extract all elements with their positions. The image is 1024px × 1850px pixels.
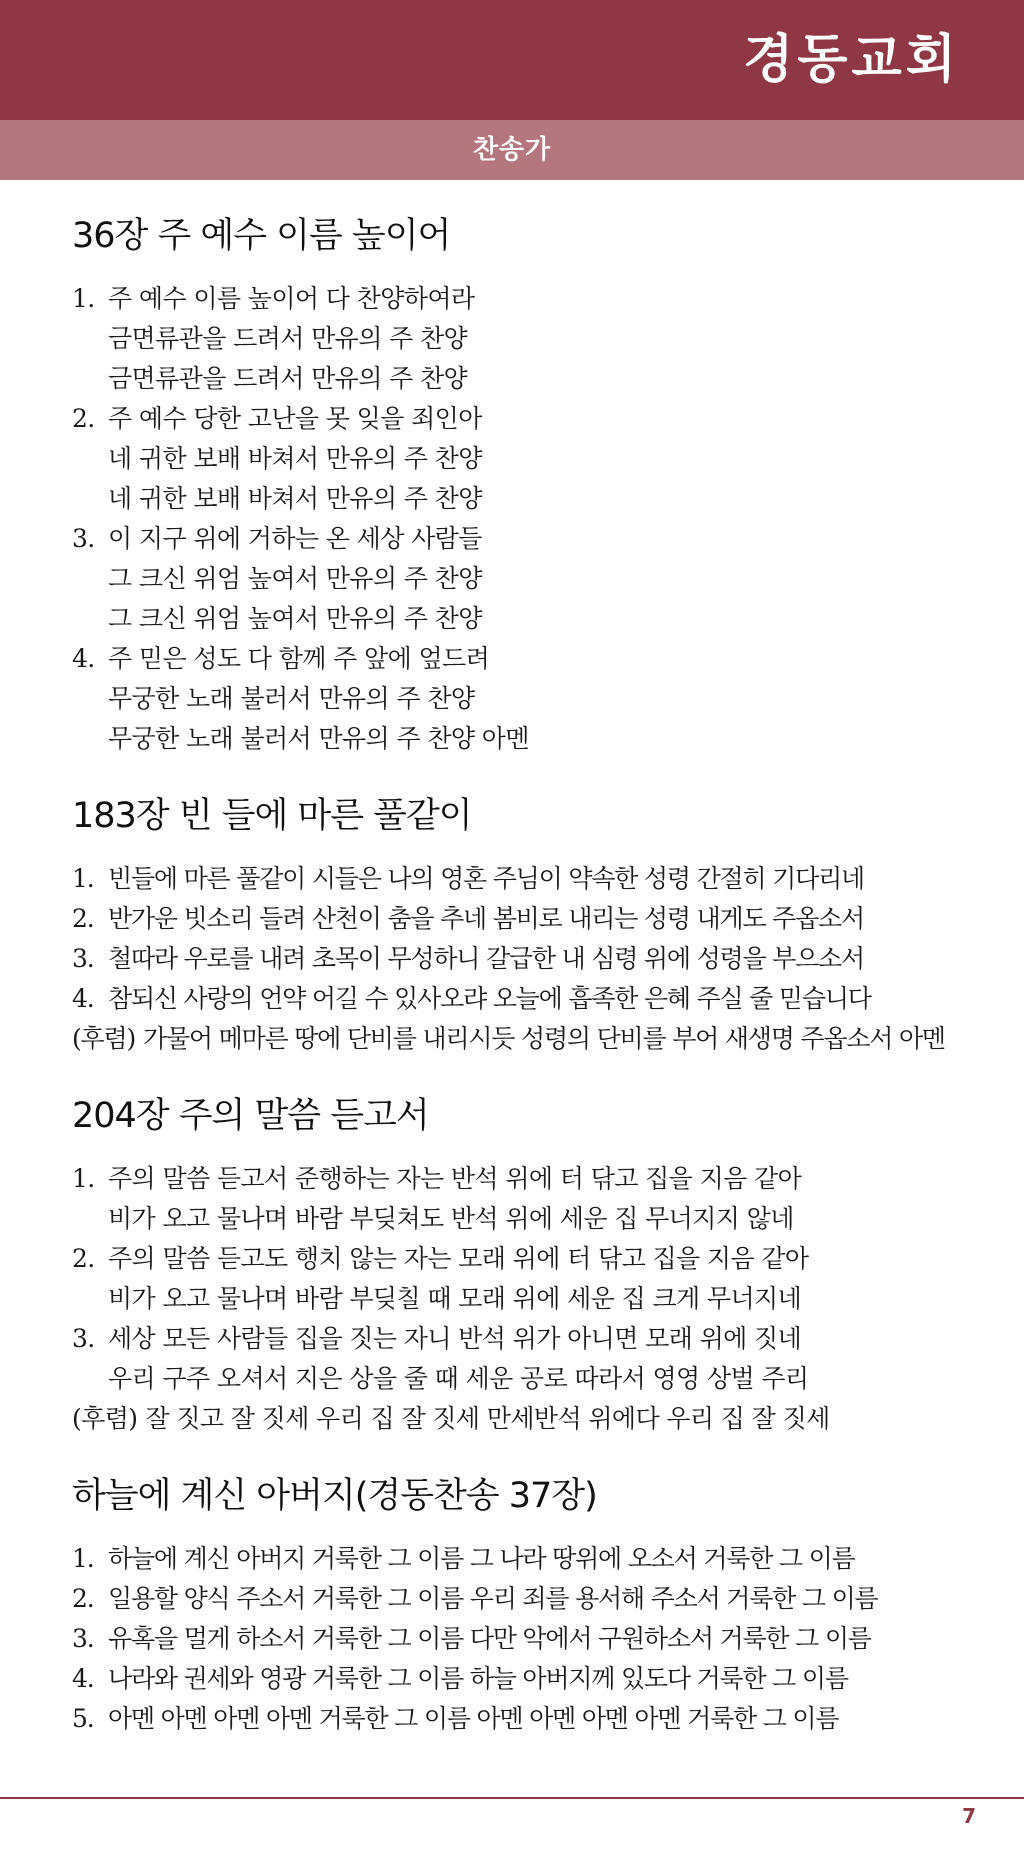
verse-number: 4. — [72, 1664, 94, 1693]
verse-line: 유혹을 멀게 하소서 거룩한 그 이름 다만 악에서 구원하소서 거룩한 그 이름 — [108, 1624, 871, 1653]
verse-line: 하늘에 계신 아버지 거룩한 그 이름 그 나라 땅위에 오소서 거룩한 그 이름 — [108, 1544, 855, 1573]
verse-line: 빈들에 마른 풀같이 시들은 나의 영혼 주님이 약속한 성령 간절히 기다리네 — [108, 864, 864, 893]
section-title: 찬송가 — [472, 135, 552, 165]
verse — [72, 399, 992, 439]
verse-line: 반가운 빗소리 들려 산천이 춤을 추네 봄비로 내리는 성령 내게도 주옵소서 — [108, 904, 864, 933]
verse-line: 우리 구주 오셔서 지은 상을 줄 때 세운 공로 따라서 영영 상벌 주리 — [108, 1364, 809, 1393]
verse — [72, 1579, 992, 1619]
verse-line: 아멘 아멘 아멘 아멘 거룩한 그 이름 아멘 아멘 아멘 아멘 거룩한 그 이름 — [108, 1704, 839, 1733]
verse — [72, 899, 992, 939]
verse-line: 가물어 메마른 땅에 단비를 내리시듯 성령의 단비를 부어 새생명 주옵소서 아멘 — [143, 1024, 945, 1053]
verse-number: 4. — [72, 644, 95, 673]
verse-number: 2. — [72, 904, 94, 933]
verse-number: 1. — [72, 1164, 95, 1193]
verse-line: 네 귀한 보배 바쳐서 만유의 주 찬양 — [108, 484, 482, 513]
verse — [72, 859, 992, 899]
hymn-title: 하늘에 계신 아버지(경동찬송 37장) — [72, 1476, 597, 1516]
verse-line: 금면류관을 드려서 만유의 주 찬양 — [108, 364, 468, 393]
verse — [72, 1619, 992, 1659]
verse-line: 무궁한 노래 불러서 만유의 주 찬양 아멘 — [108, 724, 529, 753]
verse-number: 3. — [72, 1324, 95, 1353]
verse-line: 비가 오고 물나며 바람 부딪칠 때 모래 위에 세운 집 크게 무너지네 — [108, 1284, 802, 1313]
verse-number: 5. — [72, 1704, 94, 1733]
verse — [72, 979, 992, 1019]
verse — [72, 1239, 992, 1279]
verse-line: 주 믿은 성도 다 함께 주 앞에 엎드려 — [108, 644, 490, 673]
chorus — [72, 1019, 992, 1059]
verse-line: 비가 오고 물나며 바람 부딪쳐도 반석 위에 세운 집 무너지지 않네 — [108, 1204, 794, 1233]
verse — [72, 639, 992, 679]
verse-number: 2. — [72, 404, 95, 433]
header-bar — [0, 0, 1024, 120]
verse — [72, 1539, 992, 1579]
footer-divider — [0, 1797, 1024, 1799]
verse-line: 이 지구 위에 거하는 온 세상 사람들 — [108, 524, 482, 553]
verse-line: 주의 말씀 듣고서 준행하는 자는 반석 위에 터 닦고 집을 지음 같아 — [108, 1164, 802, 1193]
verse-number: 1. — [72, 1544, 94, 1573]
hymn-36 — [72, 205, 992, 759]
verse-number: 1. — [72, 864, 94, 893]
verse-number: 3. — [72, 944, 94, 973]
verse-number: 1. — [72, 284, 95, 313]
verse-line: 참되신 사랑의 언약 어길 수 있사오랴 오늘에 흡족한 은혜 주실 줄 믿습니다 — [108, 984, 871, 1013]
verse-line: 잘 짓고 잘 짓세 우리 집 잘 짓세 만세반석 위에다 우리 집 잘 짓세 — [145, 1404, 830, 1433]
hymn-title: 204장 주의 말씀 듣고서 — [72, 1096, 429, 1136]
verse — [72, 1319, 992, 1359]
verse-number: 2. — [72, 1584, 94, 1613]
verse-line: 주의 말씀 듣고도 행치 않는 자는 모래 위에 터 닦고 집을 지음 같아 — [108, 1244, 809, 1273]
verse-number: 2. — [72, 1244, 95, 1273]
verse-line: 주 예수 이름 높이어 다 찬양하여라 — [108, 284, 475, 313]
verse — [72, 939, 992, 979]
verse — [72, 1699, 992, 1739]
hymn-title: 36장 주 예수 이름 높이어 — [72, 216, 451, 256]
verse — [72, 1159, 992, 1199]
hymn-183 — [72, 785, 992, 1059]
verse-number: 3. — [72, 524, 95, 553]
subheader-bar — [0, 120, 1024, 180]
hymn-204 — [72, 1085, 992, 1439]
verse — [72, 519, 992, 559]
verse-number: 3. — [72, 1624, 94, 1653]
page-number: 7 — [962, 1804, 976, 1828]
verse-number: 4. — [72, 984, 94, 1013]
verse — [72, 1659, 992, 1699]
hymn-kyungdong-37 — [72, 1465, 992, 1739]
verse-line: 일용할 양식 주소서 거룩한 그 이름 우리 죄를 용서해 주소서 거룩한 그 이름 — [108, 1584, 878, 1613]
chorus-label: (후렴) — [72, 1024, 136, 1053]
verse-line: 철따라 우로를 내려 초목이 무성하니 갈급한 내 심령 위에 성령을 부으소서 — [108, 944, 864, 973]
verse-line: 나라와 권세와 영광 거룩한 그 이름 하늘 아버지께 있도다 거룩한 그 이름 — [108, 1664, 848, 1693]
verse-line: 무궁한 노래 불러서 만유의 주 찬양 — [108, 684, 475, 713]
church-logo: 경동교회 — [743, 30, 960, 90]
verse-line: 그 크신 위엄 높여서 만유의 주 찬양 — [108, 604, 482, 633]
verse-line: 그 크신 위엄 높여서 만유의 주 찬양 — [108, 564, 482, 593]
verse-line: 세상 모든 사람들 집을 짓는 자니 반석 위가 아니면 모래 위에 짓네 — [108, 1324, 802, 1353]
chorus-label: (후렴) — [72, 1404, 138, 1433]
verse — [72, 279, 992, 319]
verse-line: 네 귀한 보배 바쳐서 만유의 주 찬양 — [108, 444, 482, 473]
hymn-title: 183장 빈 들에 마른 풀같이 — [72, 796, 472, 836]
chorus — [72, 1399, 992, 1439]
verse-line: 주 예수 당한 고난을 못 잊을 죄인아 — [108, 404, 482, 433]
hymn-list — [72, 205, 992, 1765]
verse-line: 금면류관을 드려서 만유의 주 찬양 — [108, 324, 468, 353]
